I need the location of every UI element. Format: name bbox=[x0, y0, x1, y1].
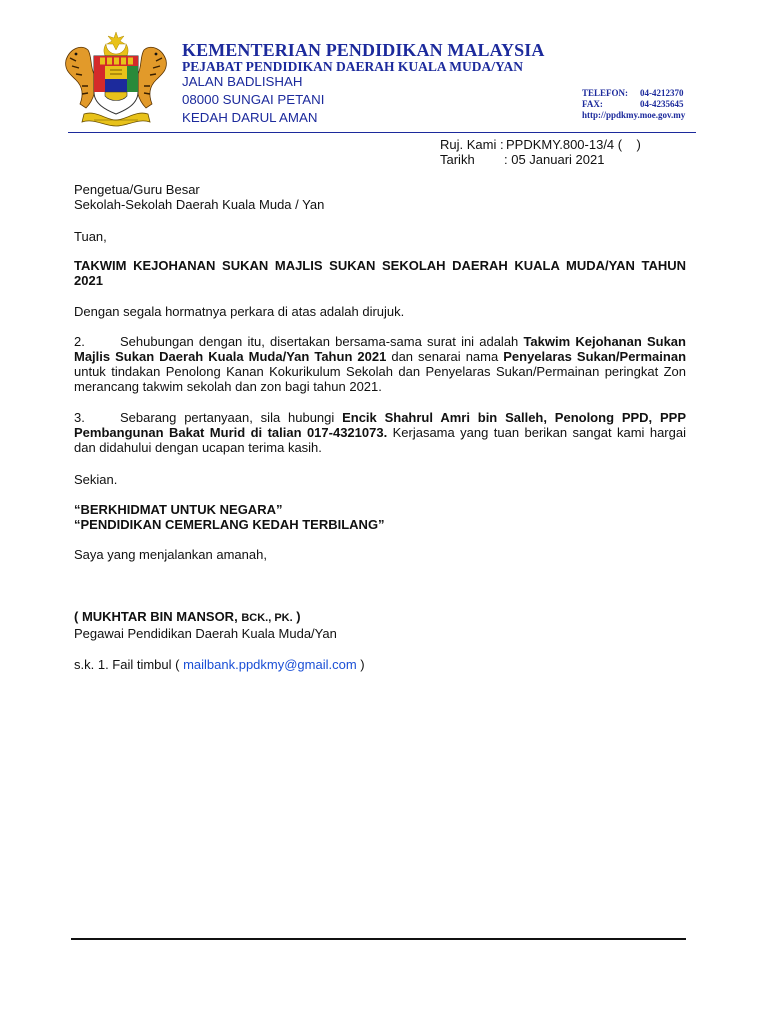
slogan-line: “PENDIDIKAN CEMERLANG KEDAH TERBILANG” bbox=[74, 517, 385, 532]
signatory-name-end: ) bbox=[292, 609, 301, 624]
fax-label: FAX: bbox=[582, 99, 603, 109]
address-line: KEDAH DARUL AMAN bbox=[182, 110, 318, 125]
reference-value: PPDKMY.800-13/4 ( ) bbox=[506, 137, 641, 152]
closing: Sekian. bbox=[74, 472, 118, 487]
contact-block bbox=[582, 88, 685, 121]
address-line: JALAN BADLISHAH bbox=[182, 74, 303, 89]
telephone-label: TELEFON: bbox=[582, 88, 629, 98]
email-link[interactable]: mailbank.ppdkmy@gmail.com bbox=[183, 657, 357, 672]
paragraph-text: untuk tindakan Penolong Kanan Kokurikulum Sekolah dan Penyelaras Sukan/Permainan peringkat Zon merancang takwim sekolah dan zon bagi tahun 2021. bbox=[74, 364, 686, 394]
paragraph-bold-text: Takwim Kejohanan Sukan Majlis Sukan Daerah Kuala Muda/Yan Tahun 2021 bbox=[74, 334, 686, 364]
cc-prefix: s.k. 1. Fail timbul ( bbox=[74, 657, 184, 672]
header-divider bbox=[68, 132, 696, 133]
footer-divider bbox=[71, 938, 686, 940]
paragraph-2 bbox=[74, 334, 686, 394]
paragraph-3 bbox=[74, 410, 686, 455]
paragraph-text: dan senarai nama bbox=[386, 349, 504, 364]
date-row bbox=[440, 152, 641, 167]
signatory-honours: BCK., PK. bbox=[241, 612, 293, 624]
signatory-title: Pegawai Pendidikan Daerah Kuala Muda/Yan bbox=[74, 626, 337, 641]
fax-value: 04-4235645 bbox=[640, 99, 684, 109]
paragraph-bold-text: Encik Shahrul Amri bin Salleh, Penolong PPD, PPP Pembangunan Bakat Murid di talian 017-4321073. bbox=[74, 410, 686, 440]
slogans bbox=[74, 502, 686, 532]
paragraph-bold-text: Penyelaras Sukan/Permainan bbox=[503, 349, 687, 364]
paragraph-text: Sebarang pertanyaan, sila hubungi bbox=[120, 410, 343, 425]
address-line: 08000 SUNGAI PETANI bbox=[182, 92, 325, 107]
reference-block bbox=[440, 137, 641, 167]
reference-row bbox=[440, 137, 641, 152]
recipient-block bbox=[74, 182, 686, 212]
subject-line: TAKWIM KEJOHANAN SUKAN MAJLIS SUKAN SEKOLAH DAERAH KUALA MUDA/YAN TAHUN 2021 bbox=[74, 258, 686, 288]
website-link[interactable]: http://ppdkmy.moe.gov.my bbox=[582, 110, 686, 120]
telephone-value: 04-4212370 bbox=[640, 88, 684, 98]
paragraph-text: Kerjasama yang tuan berikan sangat kami hargai dan didahului dengan ucapan terima kasih. bbox=[74, 425, 686, 455]
ministry-name: KEMENTERIAN PENDIDIKAN MALAYSIA bbox=[182, 40, 545, 60]
signatory-name bbox=[74, 609, 686, 626]
date-value: : 05 Januari 2021 bbox=[504, 152, 605, 167]
date-label: Tarikh bbox=[440, 152, 475, 167]
slogan-line: “BERKHIDMAT UNTUK NEGARA” bbox=[74, 502, 283, 517]
website-row bbox=[582, 110, 685, 121]
cc-suffix: ) bbox=[356, 657, 365, 672]
telephone-row bbox=[582, 88, 685, 99]
trust-line: Saya yang menjalankan amanah, bbox=[74, 547, 267, 562]
reference-label: Ruj. Kami : bbox=[440, 137, 504, 152]
paragraph-text: Sehubungan dengan itu, disertakan bersama-sama surat ini adalah bbox=[120, 334, 524, 349]
paragraph-number: 2. bbox=[74, 334, 85, 349]
district-office-name: PEJABAT PENDIDIKAN DAERAH KUALA MUDA/YAN bbox=[182, 59, 524, 74]
signatory-name-text: ( MUKHTAR BIN MANSOR, bbox=[74, 609, 242, 624]
recipient-line: Pengetua/Guru Besar bbox=[74, 182, 200, 197]
cc-line bbox=[74, 657, 686, 672]
fax-row bbox=[582, 99, 685, 110]
paragraph-number: 3. bbox=[74, 410, 85, 425]
signatory-block bbox=[74, 609, 686, 641]
salutation: Tuan, bbox=[74, 229, 107, 244]
malaysia-coat-of-arms-icon bbox=[60, 30, 172, 130]
recipient-line: Sekolah-Sekolah Daerah Kuala Muda / Yan bbox=[74, 197, 325, 212]
office-address bbox=[182, 73, 324, 127]
paragraph-1: Dengan segala hormatnya perkara di atas adalah dirujuk. bbox=[74, 304, 405, 319]
